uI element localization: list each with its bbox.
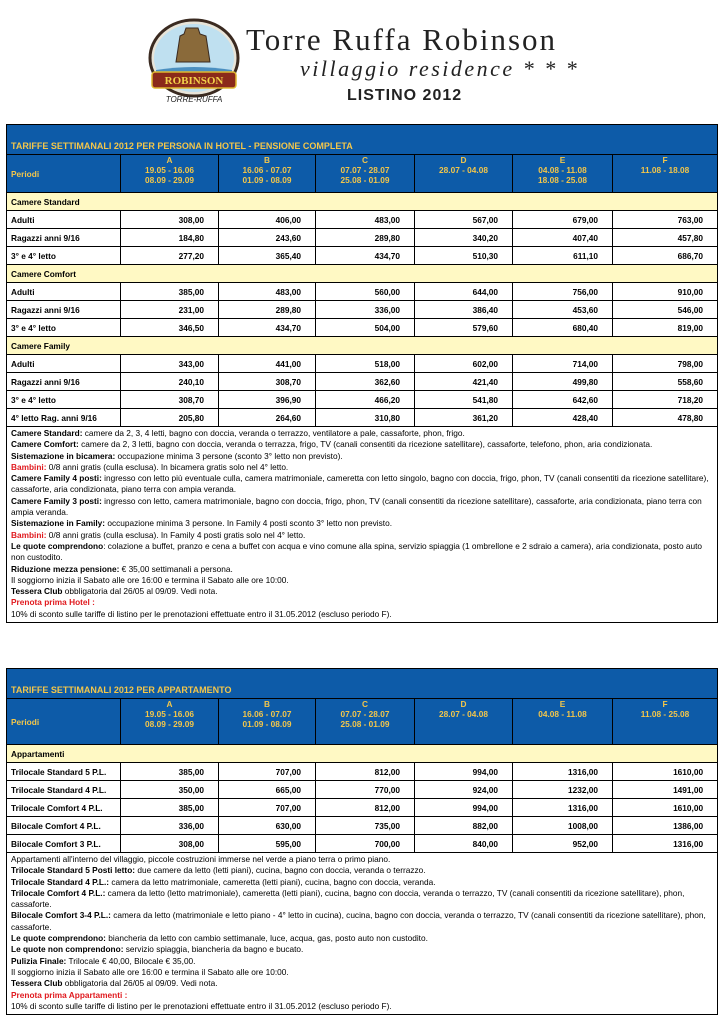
note-line: Sistemazione in Family: occupazione minima 3 persone. In Family 4 posti sconto 3° letto non previsto. xyxy=(11,518,393,529)
table-row: Ragazzi anni 9/16 240,10 308,70 362,60 421,40 499,80 558,60 xyxy=(7,373,718,391)
note-line: Il soggiorno inizia il Sabato alle ore 16:00 e termina il Sabato alle ore 10:00. xyxy=(11,966,289,977)
period-e: E 04.08 - 11.08 xyxy=(513,699,613,745)
note-line: Trilocale Standard 5 Posti letto: due camere da letto (letti piani), cucina, bagno con doccia, veranda o terrazzo. xyxy=(11,865,426,876)
brand-subtitle: villaggio residence * * * xyxy=(300,56,580,81)
svg-text:ROBINSON: ROBINSON xyxy=(164,75,224,87)
note-line: Le quote non comprendono: servizio spiaggia, biancheria da bagno e bucato. xyxy=(11,944,304,955)
apartment-notes xyxy=(7,853,718,1015)
period-a: A 19.05 - 16.06 08.09 - 29.09 xyxy=(121,699,219,745)
note-line: Bambini: 0/8 anni gratis (culla esclusa). In bicamera gratis solo nel 4° letto. xyxy=(11,461,289,472)
table-row: Ragazzi anni 9/16 231,00 289,80 336,00 386,40 453,60 546,00 xyxy=(7,301,718,319)
hotel-period-header xyxy=(7,155,718,193)
table-row: Trilocale Standard 4 P.L. 350,00 665,00 770,00 924,00 1232,00 1491,00 xyxy=(7,781,718,799)
periodi-label: Periodi xyxy=(7,155,121,193)
table-row: Trilocale Standard 5 P.L. 385,00 707,00 812,00 994,00 1316,00 1610,00 xyxy=(7,763,718,781)
period-c: C 07.07 - 28.07 25.08 - 01.09 xyxy=(316,155,415,193)
note-line: Trilocale Comfort 4 P.L.: camera da letto (letto matrimoniale), cameretta (letti piani), cucina, bagno con doccia, veranda o terrazzo, TV (canali consentiti da ricezione satellitare), phon, cassaforte. xyxy=(11,887,685,910)
note-line: Sistemazione in bicamera: occupazione minima 3 persone (sconto 3° letto non previsto). xyxy=(11,450,343,461)
note-line: Tessera Club obbligatoria dal 26/05 al 09/09. Vedi nota. xyxy=(11,978,218,989)
hotel-table-title: TARIFFE SETTIMANALI 2012 PER PERSONA IN HOTEL - PENSIONE COMPLETA xyxy=(7,125,718,155)
apt-period-header xyxy=(7,699,718,745)
table-row: 3° e 4° letto 277,20 365,40 434,70 510,30 611,10 686,70 xyxy=(7,247,718,265)
table-row: 3° e 4° letto 346,50 434,70 504,00 579,60 680,40 819,00 xyxy=(7,319,718,337)
period-e: E 04.08 - 11.08 18.08 - 25.08 xyxy=(513,155,613,193)
table-row: Ragazzi anni 9/16 184,80 243,60 289,80 340,20 407,40 457,80 xyxy=(7,229,718,247)
brand-title: Torre Ruffa Robinson xyxy=(246,22,558,57)
listino-label: LISTINO 2012 xyxy=(347,87,463,104)
category-appartamenti: Appartamenti xyxy=(7,745,718,763)
table-row: Bilocale Comfort 4 P.L. 336,00 630,00 735,00 882,00 1008,00 1386,00 xyxy=(7,817,718,835)
note-line: 10% di sconto sulle tariffe di listino per le prenotazioni effettuate entro il 31.05.2012 (escluso periodo F). xyxy=(11,1000,392,1011)
table-row: Adulti 308,00 406,00 483,00 567,00 679,00 763,00 xyxy=(7,211,718,229)
table-row: Trilocale Comfort 4 P.L. 385,00 707,00 812,00 994,00 1316,00 1610,00 xyxy=(7,799,718,817)
note-line: Camere Comfort: camere da 2, 3 letti, bagno con doccia, veranda o terrazza, frigo, TV (canali consentiti da ricezione satellitare), cassaforte, telefono, phon, aria condizionata. xyxy=(11,439,653,450)
note-line: Riduzione mezza pensione: € 35,00 settimanali a persona. xyxy=(11,563,233,574)
note-line: Prenota prima Appartamenti : xyxy=(11,989,128,1000)
period-b: B 16.06 - 07.07 01.09 - 08.09 xyxy=(219,155,316,193)
period-a: A 19.05 - 16.06 08.09 - 29.09 xyxy=(121,155,219,193)
period-d: D 28.07 - 04.08 xyxy=(415,155,513,193)
note-line: Le quote comprendono: biancheria da letto con cambio settimanale, luce, acqua, gas, posto auto non custodito. xyxy=(11,933,428,944)
note-line: Bilocale Comfort 3-4 P.L.: camera da letto (matrimoniale e letto piano - 4° letto in cucina), cucina, bagno con doccia, veranda o terrazzo, TV (canali consentiti da ricezione satellitare), phon, cassaforte. xyxy=(11,910,706,932)
table-row: 3° e 4° letto 308,70 396,90 466,20 541,80 642,60 718,20 xyxy=(7,391,718,409)
page-header xyxy=(0,0,724,118)
note-line: Prenota prima Hotel : xyxy=(11,597,95,608)
note-line: Camere Family 4 posti: ingresso con letto più eventuale culla, camera matrimoniale, cameretta con letto singolo, bagno con doccia, frigo, phon, TV (canali consentiti da ricezione satellitare), cassaforte, aria condizionata, piano terra con ampia veranda. xyxy=(11,473,709,495)
note-line: Camere Family 3 posti: ingresso con letto, camera matrimoniale, bagno con doccia, frigo, phon, TV (canali consentiti da ricezione satellitare), cassaforte, aria condizionata, piano terra con ampia veranda. xyxy=(11,495,702,518)
period-b: B 16.06 - 07.07 01.09 - 08.09 xyxy=(219,699,316,745)
period-f: F 11.08 - 18.08 xyxy=(613,155,718,193)
note-line: Trilocale Standard 4 P.L.: camera da letto matrimoniale, cameretta (letti piani), cucina, bagno con doccia, veranda. xyxy=(11,876,436,887)
category-camere-comfort: Camere Comfort xyxy=(7,265,718,283)
table-row: 4° letto Rag. anni 9/16 205,80 264,60 310,80 361,20 428,40 478,80 xyxy=(7,409,718,427)
hotel-notes xyxy=(7,427,718,623)
robinson-logo xyxy=(146,14,242,110)
note-line: Bambini: 0/8 anni gratis (culla esclusa). In Family 4 posti gratis solo nel 4° letto. xyxy=(11,529,306,540)
hotel-rates-table xyxy=(6,124,718,623)
note-line: Camere Standard: camere da 2, 3, 4 letti, bagno con doccia, veranda o terrazzo, ventilatore a pale, cassaforte, phon, frigo. xyxy=(11,428,465,438)
period-f: F 11.08 - 25.08 xyxy=(613,699,718,745)
note-line: Pulizia Finale: Trilocale € 40,00, Bilocale € 35,00. xyxy=(11,955,196,966)
period-c: C 07.07 - 28.07 25.08 - 01.09 xyxy=(316,699,415,745)
apartment-rates-table xyxy=(6,668,718,1015)
note-line: Il soggiorno inizia il Sabato alle ore 16:00 e termina il Sabato alle ore 10:00. xyxy=(11,574,289,585)
table-row: Bilocale Comfort 3 P.L. 308,00 595,00 700,00 840,00 952,00 1316,00 xyxy=(7,835,718,853)
note-line: Tessera Club obbligatoria dal 26/05 al 09/09. Vedi nota. xyxy=(11,586,218,597)
category-camere-family: Camere Family xyxy=(7,337,718,355)
table-row: Adulti 343,00 441,00 518,00 602,00 714,00 798,00 xyxy=(7,355,718,373)
note-line: Appartamenti all'interno del villaggio, piccole costruzioni immerse nel verde a piano terra o primo piano. xyxy=(11,854,391,864)
periodi-label: Periodi xyxy=(7,699,121,745)
category-camere-standard: Camere Standard xyxy=(7,193,718,211)
apt-table-title: TARIFFE SETTIMANALI 2012 PER APPARTAMENTO xyxy=(7,669,718,699)
note-line: Le quote comprendono: colazione a buffet, pranzo e cena a buffet con acqua e vino comune alla spina, servizio spiaggia (1 ombrellone e 2 sdraio a camera), aria condizionata, posto auto non custodito. xyxy=(11,540,703,563)
period-d: D 28.07 - 04.08 xyxy=(415,699,513,745)
table-row: Adulti 385,00 483,00 560,00 644,00 756,00 910,00 xyxy=(7,283,718,301)
note-line: 10% di sconto sulle tariffe di listino per le prenotazioni effettuate entro il 31.05.2012 (escluso periodo F). xyxy=(11,608,392,619)
svg-text:TORRE-RUFFA: TORRE-RUFFA xyxy=(165,95,223,104)
